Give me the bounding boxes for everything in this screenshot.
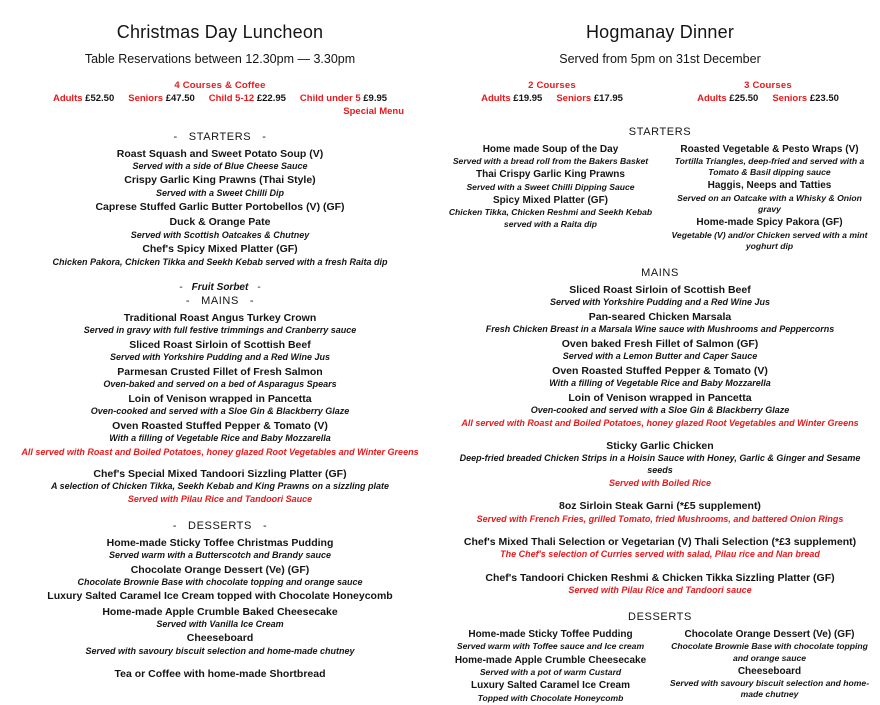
dish-desc: Served with a bread roll from the Bakers Basket	[452, 156, 649, 167]
price-label: Child 5-12	[208, 92, 255, 104]
dish-desc: Chicken Tikka, Chicken Reshmi and Seekh Kebab served with a Raita dip	[448, 207, 653, 229]
dish-name: Oven baked Fresh Fillet of Salmon (GF)	[561, 337, 759, 350]
price-item	[697, 93, 758, 104]
dish-name: Oven Roasted Stuffed Pepper & Tomato (V)	[552, 364, 768, 377]
dish-desc-accent: Served with Pilau Rice and Tandoori Sauce	[127, 494, 313, 505]
dish-name: Home-made Apple Crumble Baked Cheesecake	[102, 605, 338, 618]
section-header-mains-left	[8, 295, 432, 307]
reservation-times-left: Table Reservations between 12.30pm — 3.30pm	[84, 51, 356, 66]
spacer	[448, 430, 872, 438]
price-value: £23.50	[809, 92, 839, 104]
price-label: Adults	[52, 92, 83, 104]
dish-name: 8oz Sirloin Steak Garni (*£5 supplement)	[559, 500, 761, 513]
dish-name: Loin of Venison wrapped in Pancetta	[128, 392, 312, 405]
dish-name: Oven Roasted Stuffed Pepper & Tomato (V)	[112, 419, 328, 432]
dish-desc-accent: The Chef's selection of Curries served with salad, Pilau rice and Nan bread	[500, 549, 820, 560]
price-label: Seniors	[128, 92, 164, 104]
price-note-left: Special Menu	[343, 105, 404, 117]
dish-desc-accent: Served with French Fries, grilled Tomato, fried Mushrooms, and battered Onion Rings	[476, 513, 844, 524]
dish-desc: Oven-cooked and served with a Sloe Gin & Blackberry Glaze	[90, 405, 350, 416]
mains-list-right	[448, 283, 872, 430]
dish-name: Duck & Orange Pate	[169, 216, 271, 229]
dish-desc: Fresh Chicken Breast in a Marsala Wine sauce with Mushrooms and Peppercorns	[485, 324, 835, 335]
section-header-label: DESSERTS	[188, 519, 252, 532]
price-value: £47.50	[165, 92, 195, 104]
dish-name: Home made Soup of the Day	[482, 143, 619, 155]
page-title-left: Christmas Day Luncheon	[116, 22, 324, 42]
starters-list-right-a	[448, 142, 653, 254]
dish-name: Crispy Garlic King Prawns (Thai Style)	[124, 174, 316, 187]
dish-name: Chef's Tandoori Chicken Reshmi & Chicken Tikka Sizzling Platter (GF)	[485, 572, 835, 585]
dish-name: Chocolate Orange Dessert (Ve) (GF)	[130, 563, 310, 576]
all-served-note-left: All served with Roast and Boiled Potatoes, honey glazed Root Vegetables and Winter Greens	[21, 446, 419, 457]
dish-name: Home-made Sticky Toffee Christmas Pudding	[106, 536, 334, 549]
dash-glyph: -	[257, 282, 261, 294]
sorbet-course-line	[8, 282, 432, 293]
price-row	[678, 93, 858, 104]
dish-name: Haggis, Neeps and Tatties	[707, 180, 832, 192]
price-value: £17.95	[593, 92, 623, 104]
tandoori-platter-left	[8, 467, 432, 506]
price-item	[772, 93, 839, 104]
section-header-starters-right: STARTERS	[628, 125, 692, 138]
price-group-2-courses	[462, 80, 642, 104]
dish-desc: With a filling of Vegetable Rice and Baby Mozzarella	[549, 377, 771, 388]
page-title-right: Hogmanay Dinner	[585, 22, 735, 42]
dish-desc: Served with a pot of warm Custard	[479, 667, 622, 678]
dish-desc: Served with savoury biscuit selection and home-made chutney	[85, 645, 355, 656]
desserts-list-left	[8, 536, 432, 658]
dish-desc: Served warm with a Butterscotch and Brandy sauce	[108, 549, 332, 560]
dish-desc: A selection of Chicken Tikka, Seekh Kebab and King Prawns on a sizzling plate	[50, 481, 390, 492]
dash-glyph: -	[262, 130, 267, 143]
price-item	[481, 93, 542, 104]
dish-desc: Served with savoury biscuit selection and home-made chutney	[669, 678, 870, 700]
dish-desc: Oven-baked and served on a bed of Asparagus Spears	[103, 379, 337, 390]
price-value: £52.50	[85, 92, 115, 104]
price-item	[556, 93, 623, 104]
price-heading: 3 Courses	[744, 79, 792, 91]
price-heading: 2 Courses	[528, 79, 576, 91]
section-header-mains-right: MAINS	[641, 267, 679, 280]
dish-desc: Deep-fried breaded Chicken Strips in a Hoisin Sauce with Honey, Garlic & Ginger and Sesame seeds	[459, 453, 861, 475]
dash-glyph: -	[172, 519, 178, 532]
starters-list-left	[8, 147, 432, 269]
dish-desc: Tortilla Triangles, deep-fried and served with a Tomato & Basil dipping sauce	[674, 156, 865, 178]
dish-desc: Served in gravy with full festive trimmings and Cranberry sauce	[83, 325, 357, 336]
price-item	[300, 93, 387, 104]
price-value: £25.50	[729, 92, 759, 104]
starters-list-right-b	[667, 142, 872, 254]
pricing-block-right	[448, 80, 872, 104]
dish-name: Caprese Stuffed Garlic Butter Portobellos (V) (GF)	[95, 201, 345, 214]
dish-desc: Served with Yorkshire Pudding and a Red Wine Jus	[110, 352, 330, 363]
dash-glyph: -	[179, 282, 183, 294]
dish-desc: Served with a Sweet Chilli Dipping Sauce	[466, 181, 635, 192]
dish-desc: Served warm with Toffee sauce and Ice cream	[456, 641, 645, 652]
section-header-label: MAINS	[201, 295, 239, 308]
dish-desc: Chocolate Brownie Base with chocolate topping and orange sauce	[671, 641, 868, 663]
price-value: £19.95	[513, 92, 543, 104]
christmas-day-luncheon-column	[0, 16, 440, 681]
price-value: £22.95	[256, 92, 286, 104]
extras-list-right	[448, 439, 872, 597]
price-label: Child under 5	[299, 92, 361, 104]
section-header-desserts-right: DESSERTS	[628, 610, 692, 623]
dish-desc: Served on an Oatcake with a Whisky & Onion gravy	[677, 192, 862, 215]
dish-desc-accent: Served with Pilau Rice and Tandoori sauce	[568, 585, 752, 596]
mains-list-left	[8, 311, 432, 458]
spacer	[448, 490, 872, 498]
dish-desc: Served with a side of Blue Cheese Sauce	[132, 160, 308, 171]
dish-name: Chocolate Orange Dessert (Ve) (GF)	[684, 628, 855, 640]
dish-name: Pan-seared Chicken Marsala	[588, 310, 732, 323]
dish-name: Cheeseboard	[737, 665, 802, 677]
dish-desc: Topped with Chocolate Honeycomb	[477, 692, 624, 703]
price-row	[462, 93, 642, 104]
dish-name: Luxury Salted Caramel Ice Cream topped with Chocolate Honeycomb	[47, 590, 393, 603]
spacer	[8, 458, 432, 466]
dish-desc-accent: Served with Boiled Rice	[608, 477, 712, 488]
dish-name: Home-made Apple Crumble Cheesecake	[454, 654, 647, 666]
dash-glyph: -	[173, 130, 178, 143]
dish-desc: Oven-cooked and served with a Sloe Gin & Blackberry Glaze	[530, 404, 790, 415]
price-group-3-courses	[678, 80, 858, 104]
price-item	[209, 93, 286, 104]
all-served-note-right: All served with Roast and Boiled Potatoes, honey glazed Root Vegetables and Winter Greens	[461, 418, 859, 429]
dish-name: Parmesan Crusted Fillet of Fresh Salmon	[117, 365, 323, 378]
dish-desc: Served with a Lemon Butter and Caper Sauce	[562, 351, 758, 362]
dish-name: Sliced Roast Sirloin of Scottish Beef	[569, 284, 751, 297]
dish-desc: With a filling of Vegetable Rice and Baby Mozzarella	[109, 432, 331, 443]
dash-glyph: -	[249, 295, 255, 308]
dish-name: Chef's Spicy Mixed Platter (GF)	[142, 243, 298, 256]
dish-name: Chef's Mixed Thali Selection or Vegetarian (V) Thali Selection (*£3 supplement)	[463, 536, 857, 549]
starters-columns-right	[448, 142, 872, 254]
dash-glyph: -	[185, 295, 191, 308]
service-times-right: Served from 5pm on 31st December	[559, 51, 761, 66]
dish-name: Spicy Mixed Platter (GF)	[492, 194, 609, 206]
price-heading-left: 4 Courses & Coffee	[174, 79, 266, 91]
dish-name: Sliced Roast Sirloin of Scottish Beef	[129, 339, 311, 352]
dish-name: Luxury Salted Caramel Ice Cream	[471, 680, 630, 692]
dish-name: Loin of Venison wrapped in Pancetta	[568, 391, 752, 404]
desserts-list-right-b	[667, 627, 872, 705]
dish-desc: Served with a Sweet Chilli Dip	[155, 187, 285, 198]
price-label: Seniors	[772, 92, 808, 104]
dish-name: Home-made Sticky Toffee Pudding	[468, 628, 633, 640]
section-header-starters-left	[8, 131, 432, 143]
spacer	[8, 658, 432, 666]
dish-name: Chef's Special Mixed Tandoori Sizzling Platter (GF)	[93, 468, 347, 481]
price-row-left	[8, 93, 432, 104]
dish-desc: Chocolate Brownie Base with chocolate topping and orange sauce	[77, 576, 363, 587]
dish-name: Roast Squash and Sweet Potato Soup (V)	[116, 147, 324, 160]
hogmanay-dinner-column	[440, 16, 880, 703]
dish-desc: Served with Vanilla Ice Cream	[156, 618, 284, 629]
dish-desc: Vegetable (V) and/or Chicken served with a mint yoghurt dip	[671, 229, 868, 251]
dish-name: Sticky Garlic Chicken	[606, 440, 714, 453]
dish-desc: Served with Yorkshire Pudding and a Red Wine Jus	[550, 297, 770, 308]
price-label: Seniors	[556, 92, 592, 104]
spacer	[448, 562, 872, 570]
dish-name: Home-made Spicy Pakora (GF)	[696, 217, 843, 229]
desserts-list-right-a	[448, 627, 653, 705]
price-item	[53, 93, 114, 104]
price-groups-right	[448, 80, 872, 104]
dish-desc: Chicken Pakora, Chicken Tikka and Seekh Kebab served with a fresh Raita dip	[52, 256, 388, 267]
price-value: £9.95	[363, 92, 388, 104]
pricing-block-left	[8, 80, 432, 117]
dash-glyph: -	[262, 519, 268, 532]
section-header-desserts-left	[8, 520, 432, 532]
dish-name: Traditional Roast Angus Turkey Crown	[123, 312, 317, 325]
dish-name: Cheeseboard	[186, 632, 254, 645]
footer-note-left: Tea or Coffee with home-made Shortbread	[114, 668, 326, 681]
price-label: Adults	[697, 92, 727, 104]
dish-desc: Served with Scottish Oatcakes & Chutney	[130, 229, 310, 240]
price-label: Adults	[481, 92, 511, 104]
spacer	[448, 526, 872, 534]
dish-name: Thai Crispy Garlic King Prawns	[476, 169, 625, 181]
desserts-columns-right	[448, 627, 872, 705]
dish-name: Roasted Vegetable & Pesto Wraps (V)	[680, 143, 859, 155]
section-header-label: STARTERS	[188, 130, 252, 143]
sorbet-label: Fruit Sorbet	[191, 282, 249, 294]
price-item	[128, 93, 195, 104]
